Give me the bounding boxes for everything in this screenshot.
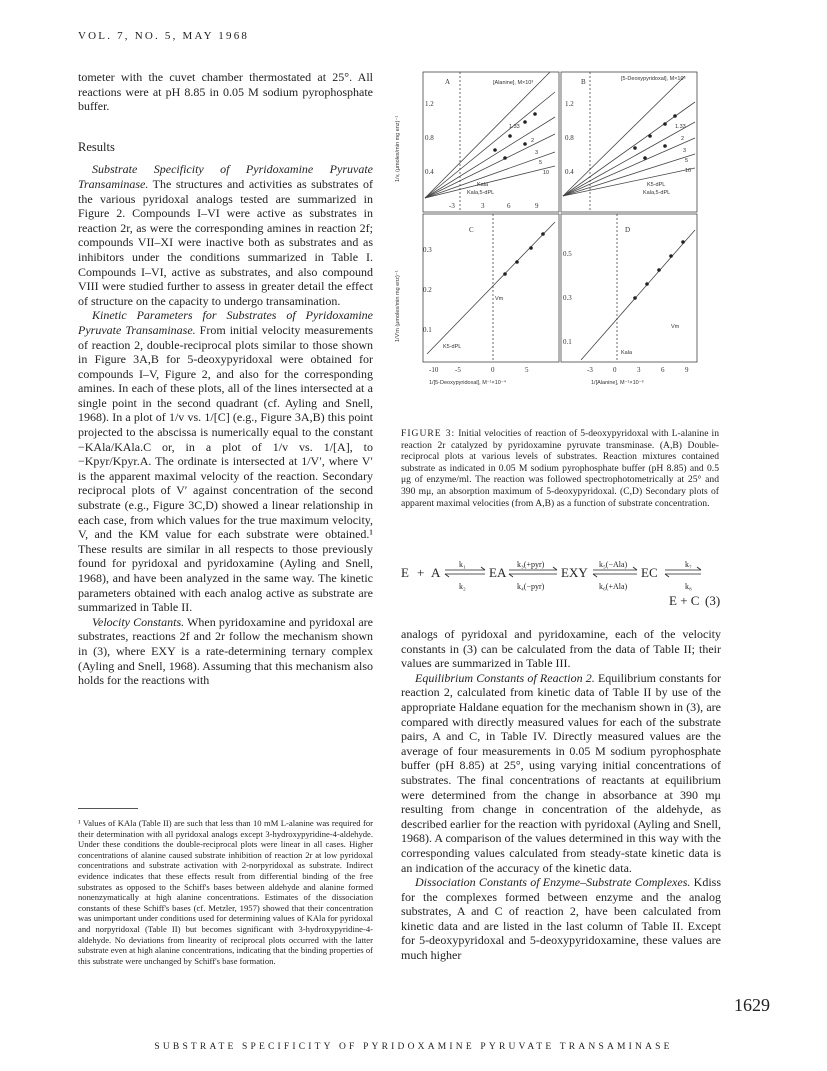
panel-b-k-label: Kala,5-dPL [643, 190, 671, 196]
panel-a-k-label: Kala [477, 182, 489, 188]
panel-d-xtick: 3 [637, 366, 641, 374]
panel-a-series-label: 10 [543, 170, 550, 176]
panel-a-ytick: 1.2 [425, 100, 434, 108]
panel-c-letter: C [469, 226, 474, 234]
panel-b-frame [561, 72, 697, 212]
panel-b-series-label: 1.33 [675, 124, 686, 130]
panel-a-legend: [Alanine], M×10³ [493, 80, 534, 86]
paragraph-title: Kinetic Parameters for Substrates of Pyridoxamine Pyruvate Transaminase. [78, 308, 373, 337]
panel-a-ytick: 0.8 [425, 134, 434, 142]
panel-a-letter: A [445, 78, 451, 86]
paragraph-title: Dissociation Constants of Enzyme–Substrate Complexes. [415, 875, 691, 890]
panel-d-xtick: 0 [613, 366, 617, 374]
paragraph: analogs of pyridoxal and pyridoxamine, each of the velocity constants in (3) can be calculated from the data of Table II; their values are summarized in Table III. [401, 627, 721, 671]
panel-c-ytick: 0.3 [423, 246, 432, 254]
panel-c-vm-label: Vm [495, 296, 504, 302]
caption-text: Initial velocities of reaction of 5-deoxypyridoxal with L-alanine in reaction 2r catalyzed by pyridoxamine pyruvate transminase. (A,B) Double-reciprocal plots at various levels of substrates. Reaction mixtures contained substrate as indicated in 0.05 M sodium pyrophosphate buffer (pH 8.85) and 0.5 μg of enzyme/ml. The reaction was followed spectrophotometrically at 25° and 390 mμ, an absorption maximum of 5-deoxypyridoxal. (C,D) Secondary plots of apparent maximal velocities (from A,B) as a function of substrate concentration. [401, 428, 719, 509]
panel-d-ytick: 0.5 [563, 250, 572, 258]
running-foot: SUBSTRATE SPECIFICITY OF PYRIDOXAMINE PYRUVATE TRANSAMINASE [154, 1042, 673, 1052]
panel-d-xtick: 6 [661, 366, 665, 374]
panel-d-vm-label: Vm [671, 324, 680, 330]
paragraph-body: The structures and activities as substrates of the various pyridoxal analogs tested are summarized in Figure 2. Compounds I–VI were active as substrates in reaction 2r, as were the corresponding amines in reaction 2f; compounds VII–XI were inactive both as substrates and as inhibitors under the conditions summarized in Table I. Compounds I–VI, active as substrates, and also compound VIII were studied further to assess in greater detail the effect of structure on the capacity to undergo transamination. [78, 176, 373, 308]
footnote-text: ¹ Values of KAla (Table II) are such that less than 10 mM L-alanine was required for their determination with all pyridoxal analogs except 3-hydroxypyridine-4-aldehyde. Under these conditions the double-reciprocal plots were linear in all cases. Higher concentrations of alanine caused substrate inhibition of reaction 2r at low pyridoxal concentrations and substrate activation with 2-norpyridoxal as substrate. Indirect evidence indicates that these effects result from differential binding of the free substrates as opposed to the Schiff's bases between aldehyde and alanine formed nonenzymatically at high alanine concentrations. Estimates of the dissociation constants of these Schiff's bases (cf. Metzler, 1957) showed that their concentration was unimportant under conditions used for determining values of KAla for pyridoxal and norpyridoxal (Table II) but becomes significant with 3-hydroxypyridine-4-aldehyde. No deviations from linearity of reciprocal plots occurred with the latter substrate even at high alanine concentrations, indicating that the binding properties of this substrate were unchanged by Schiff's base formation. [78, 818, 373, 966]
panel-c-xtick: -10 [429, 366, 439, 374]
paragraph-body: From initial velocity measurements of reaction 2, double-reciprocal plots similar to those shown in Figure 3A,B for 5-deoxypyridoxal were obtained for compounds I–V, Figure 2, and also for the corresponding amines. In each of these plots, all of the lines intersected at a single point in the second quadrant (cf. Ayling and Snell, 1968). In a plot of 1/v vs. 1/[C] (e.g., Figure 3A,B) this point projected to the abscissa is numerically equal to the constant −KAla/KAla.C or, in a plot of 1/v vs. 1/[A], to −Kpyr/Kpyr.A. The ordinate is intersected at 1/V′, where V′ is the apparent maximal velocity of the reaction. Secondary reciprocal plots of V′ against concentration of the second substrate (e.g., Figure 3C,D) showed a linear relationship in each case, from which values for the true maximum velocity, V, and the KM value for each substrate were obtained.¹ These results are similar in all respects to those previously found for pyridoxal and pyridoxamine (Ayling and Snell, 1968), and have been analyzed in the same way. The kinetic parameters obtained with each analog active as substrate are summarized in Table II. [78, 322, 373, 615]
panel-a-series-label: 1.33 [509, 124, 520, 130]
paragraph: tometer with the cuvet chamber thermostated at 25°. All reactions were at pH 8.85 in 0.05 M sodium pyrophosphate buffer. [78, 70, 373, 114]
eq-k3: k₃(+pyr) [517, 560, 545, 569]
panel-a-series-label: 5 [539, 160, 543, 166]
figure-caption [401, 428, 719, 509]
running-head: VOL. 7, NO. 5, MAY 1968 [78, 30, 250, 42]
panel-a-ytick: 0.4 [425, 168, 434, 176]
panel-b-series-label: 5 [685, 158, 689, 164]
panel-b-ytick: 1.2 [565, 100, 574, 108]
panel-c-xtick: 5 [525, 366, 529, 374]
panel-d-ytick: 0.3 [563, 294, 572, 302]
panel-c-x-axis-label: 1/[5-Deoxypyridoxal], M⁻¹×10⁻⁴ [429, 380, 507, 386]
panel-a-k-label: Kala,5-dPL [467, 190, 495, 196]
page-number: 1629 [734, 995, 770, 1015]
panel-d-xtick: -3 [587, 366, 593, 374]
figure-3 [385, 62, 755, 392]
eq-E-plus-C: E + C [669, 593, 700, 608]
footnote-divider [78, 808, 138, 809]
eq-number: (3) [705, 593, 721, 608]
paragraph [78, 615, 373, 688]
panel-c-xtick: -5 [455, 366, 461, 374]
left-column [78, 70, 373, 688]
caption-label: FIGURE 3: [401, 428, 456, 439]
equation-3 [401, 555, 731, 615]
panel-c-k-label: K5-dPL [443, 344, 462, 350]
figure-3-plots [385, 62, 755, 392]
eq-k2: k₂ [459, 582, 466, 591]
results-heading: Results [78, 139, 115, 154]
paragraph [78, 308, 373, 614]
panel-c-xtick: 0 [491, 366, 495, 374]
panel-b-series-label: 2 [681, 136, 685, 142]
panel-c-ytick: 0.1 [423, 326, 432, 334]
eq-EC: EC [641, 565, 658, 580]
y-axis-label-bottom: 1/V′m (μmoles/min mg enz)⁻¹ [395, 270, 401, 342]
panel-d-frame [561, 214, 697, 362]
panel-a-xtick: 3 [481, 202, 485, 210]
eq-plus: + [417, 565, 425, 580]
panel-d-k-label: Kala [621, 350, 633, 356]
panel-a-series-label: 2 [531, 138, 535, 144]
paragraph-title: Substrate Specificity of Pyridoxamine Pyruvate Transaminase. [78, 162, 373, 191]
paragraph [401, 875, 721, 963]
eq-k7: k₇ [685, 560, 692, 569]
panel-d-ytick: 0.1 [563, 338, 572, 346]
paragraph-body: When pyridoxamine and pyridoxal are substrates, reactions 2f and 2r follow the mechanism shown in (3), where EXY is a rate-determining ternary complex (Ayling and Snell, 1968). Assuming that this mechanism also holds for the reactions with [78, 614, 373, 688]
eq-k8: k₈ [685, 582, 692, 591]
panel-a-xtick: 9 [535, 202, 539, 210]
panel-a-xtick: 6 [507, 202, 511, 210]
panel-b-series-label: 3 [683, 148, 687, 154]
panel-b-ytick: 0.4 [565, 168, 574, 176]
eq-EA: EA [489, 565, 507, 580]
panel-d-x-axis-label: 1/[Alanine], M⁻¹×10⁻³ [591, 380, 644, 386]
eq-k4: k₄(−pyr) [517, 582, 545, 591]
panel-a-series-label: 3 [535, 150, 539, 156]
panel-b-series-label: 10 [685, 168, 692, 174]
eq-EXY: EXY [561, 565, 588, 580]
panel-b-legend: [5-Deoxypyridoxal], M×10⁵ [621, 76, 686, 82]
panel-b-ytick: 0.8 [565, 134, 574, 142]
paragraph [401, 671, 721, 875]
paragraph-body: Equilibrium constants for reaction 2, calculated from kinetic data of Table II by use of the appropriate Haldane equation for the mechanism shown in (3), are compared with directly measured values for each of the substrate pairs, A and C, in Table IV. Directly measured values are the average of four measurements in 0.05 M sodium pyrophosphate buffer (pH 8.85) at 25°, using varying initial concentrations of substrates. The final concentrations of reactants at equilibrium were determined from the change in absorbance at 390 mμ resulting from change in concentration of the aldehyde, as described earlier for the reaction with pyridoxal (Ayling and Snell, 1968). A comparison of the values determined in this way with the corresponding values calculated from steady-state kinetic data is an indication of the accuracy of the kinetic data. [401, 670, 722, 875]
y-axis-label-top: 1/v, (μmoles/min mg enz)⁻¹ [395, 115, 401, 182]
panel-c-ytick: 0.2 [423, 286, 432, 294]
eq-A: A [431, 565, 441, 580]
eq-E: E [401, 565, 409, 580]
paragraph-title: Velocity Constants. [92, 614, 185, 629]
paragraph [78, 162, 373, 308]
caption-paragraph [401, 428, 719, 509]
eq-k6: k₆(+Ala) [599, 582, 628, 591]
panel-b-k-label: K5-dPL [647, 182, 666, 188]
panel-b-letter: B [581, 78, 586, 86]
equation-3-graphic [401, 555, 731, 615]
panel-d-letter: D [625, 226, 631, 234]
right-column [401, 627, 721, 963]
eq-k5: k₅(−Ala) [599, 560, 628, 569]
footnote [78, 818, 373, 966]
panel-d-xtick: 9 [685, 366, 689, 374]
eq-k1: k₁ [459, 560, 466, 569]
panel-a-xtick: -3 [449, 202, 455, 210]
paragraph-body: Kdiss for the complexes formed between enzyme and the analog substrates, A and C of reaction 2, have been calculated from kinetic data and are listed in the last column of Table II. Except for 5-deoxypyridoxal and 5-deoxypyridoxamine, these values are much higher [401, 875, 721, 963]
paragraph-title: Equilibrium Constants of Reaction 2. [415, 670, 595, 685]
